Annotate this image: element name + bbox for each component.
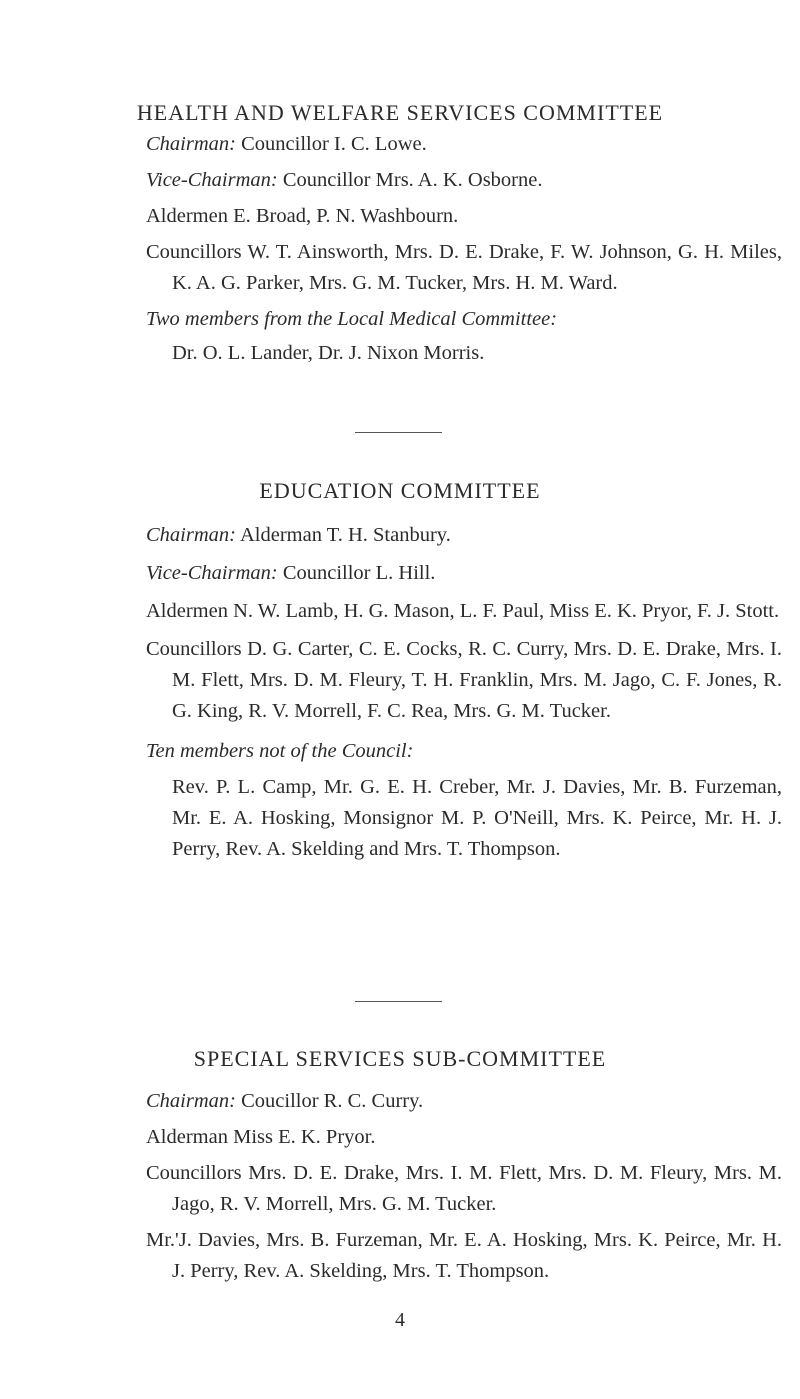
- health-medical-label: Two members from the Local Medical Committee:: [146, 308, 558, 330]
- education-councillors-paragraph: Councillors D. G. Carter, C. E. Cocks, R. C. Curry, Mrs. D. E. Drake, Mrs. I. M. Flett, Mrs. D. M. Fleury, T. H. Franklin, Mrs. M. Jago, C. F. Jones, R. G. King, R. V. Morrell, F. C. Rea, Mrs. G. M. Tucker.: [146, 638, 782, 722]
- health-medical-members: Dr. O. L. Lander, Dr. J. Nixon Morris.: [172, 342, 485, 364]
- education-committee-heading: EDUCATION COMMITTEE: [259, 478, 541, 503]
- vice-chairman-name: Councillor L. Hill.: [277, 562, 436, 584]
- chairman-name: Alderman T. H. Stanbury.: [235, 524, 451, 546]
- section-divider: [355, 432, 442, 433]
- chairman-label: Chairman:: [146, 133, 236, 155]
- education-aldermen-paragraph: Aldermen N. W. Lamb, H. G. Mason, L. F. Paul, Miss E. K. Pryor, F. J. Stott.: [146, 600, 780, 622]
- education-chairman-line: [146, 520, 782, 551]
- special-alderman-line: Alderman Miss E. K. Pryor.: [146, 1126, 376, 1148]
- vice-chairman-name: Councillor Mrs. A. K. Osborne.: [277, 169, 543, 191]
- health-committee-heading: HEALTH AND WELFARE SERVICES COMMITTEE: [136, 100, 664, 125]
- chairman-name: Coucillor R. C. Curry.: [235, 1090, 424, 1112]
- section-divider: [355, 1001, 442, 1002]
- education-vice-chairman-line: [146, 558, 782, 589]
- page-number: 4: [395, 1309, 405, 1331]
- special-services-heading: SPECIAL SERVICES SUB-COMMITTEE: [193, 1046, 607, 1071]
- education-committee-section: [146, 520, 782, 865]
- vice-chairman-label: Vice-Chairman:: [146, 562, 278, 584]
- vice-chairman-label: Vice-Chairman:: [146, 169, 278, 191]
- health-chairman-line: [146, 129, 782, 160]
- health-committee-section: [146, 129, 782, 369]
- special-councillors-paragraph: Councillors Mrs. D. E. Drake, Mrs. I. M. Flett, Mrs. D. M. Fleury, Mrs. M. Jago, R. V. Morrell, Mrs. G. M. Tucker.: [146, 1162, 782, 1215]
- health-aldermen-line: Aldermen E. Broad, P. N. Washbourn.: [146, 205, 459, 227]
- education-non-council-members: Rev. P. L. Camp, Mr. G. E. H. Creber, Mr. J. Davies, Mr. B. Furzeman, Mr. E. A. Hosking, Monsignor M. P. O'Neill, Mrs. K. Peirce, Mr. H. J. Perry, Rev. A. Skelding and Mrs. T. Thompson.: [172, 776, 782, 860]
- chairman-label: Chairman:: [146, 1090, 236, 1112]
- special-chairman-line: [146, 1086, 782, 1117]
- education-non-council-label: Ten members not of the Council:: [146, 740, 414, 762]
- chairman-label: Chairman:: [146, 524, 236, 546]
- special-services-section: [146, 1086, 782, 1287]
- chairman-name: Councillor I. C. Lowe.: [235, 133, 427, 155]
- health-councillors-paragraph: Councillors W. T. Ainsworth, Mrs. D. E. Drake, F. W. Johnson, G. H. Miles, K. A. G. Parker, Mrs. G. M. Tucker, Mrs. H. M. Ward.: [146, 241, 782, 294]
- health-vice-chairman-line: [146, 165, 782, 196]
- special-others-paragraph: Mr.'J. Davies, Mrs. B. Furzeman, Mr. E. A. Hosking, Mrs. K. Peirce, Mr. H. J. Perry, Rev. A. Skelding, Mrs. T. Thompson.: [146, 1229, 782, 1282]
